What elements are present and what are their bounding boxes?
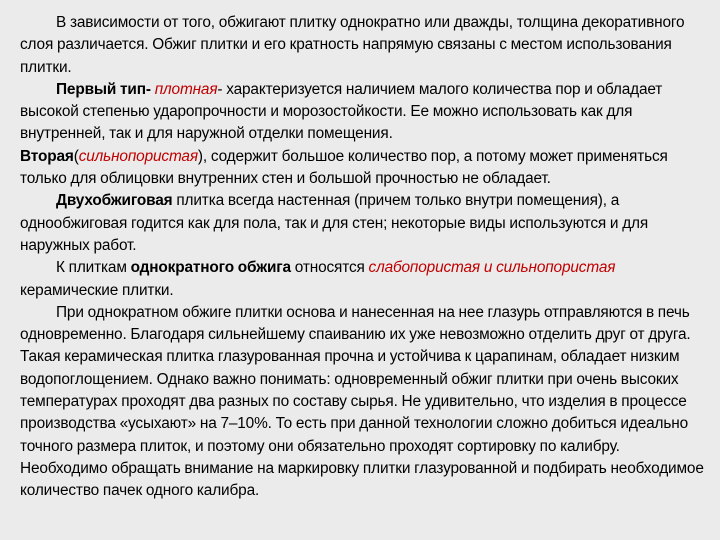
- text-body: [20, 12, 706, 503]
- single-firing-process-text: При однократном обжиге плитки основа и нанесенная на нее глазурь отправляются в печь одновременно. Благодаря сильнейшему спаиванию их уже невозможно отделить друг от друга. Такая керамическая плитка глазурованная прочна и устойчива к царапинам, обладает низким водопоглощением. Однако важно понимать: одновременный обжиг плитки при очень высоких температурах проходят два разных по составу сырья. Не удивительно, что изделия в процессе производства «усыхают» на 7–10%. То есть при данной технологии сложно добиться идеально точного размера плиток, и поэтому они обязательно проходят сортировку по калибру. Необходимо обращать внимание на маркировку плитки глазурованной и подбирать необходимое количество пачек одного калибра.: [20, 303, 704, 500]
- second-type-open-paren: (: [73, 147, 79, 165]
- single-fired-text: керамические плитки.: [20, 281, 174, 299]
- single-fired-lead: К плиткам: [56, 259, 131, 277]
- paragraph-single-fired: [20, 257, 706, 302]
- double-fired-term: Двухобжиговая: [56, 192, 173, 210]
- single-fired-accent: слабопористая и сильнопористая: [368, 259, 616, 277]
- paragraph-double-fired: [20, 190, 706, 257]
- single-fired-mid: относятся: [290, 259, 369, 277]
- first-type-text: - характеризуется наличием малого количества пор и обладает высокой степенью ударопрочности и морозостойкости. Ее можно использовать как для внутренней, так и для наружной отделки помещения.: [20, 80, 663, 143]
- double-fired-text: плитка всегда настенная (причем только внутри помещения), а однообжиговая годится как для пола, так и для стен; некоторые виды используются и для наружных работ.: [20, 192, 649, 254]
- intro-text: В зависимости от того, обжигают плитку однократно или дважды, толщина декоративного слоя различается. Обжиг плитки и его кратность напрямую связаны с местом использования плитки.: [20, 14, 685, 76]
- paragraph-first-type: [20, 79, 706, 146]
- paragraph-single-firing-process: [20, 302, 706, 503]
- paragraph-second-type: [20, 146, 706, 191]
- paragraph-firing-intro: [20, 12, 706, 79]
- second-type-accent: сильнопористая: [78, 147, 198, 165]
- first-type-dash: -: [145, 80, 155, 98]
- second-type-text: ), содержит большое количество пор, а потому может применяться только для облицовки внутренних стен и большой прочностью не обладает.: [20, 147, 668, 188]
- second-type-term: Вторая: [20, 147, 74, 165]
- single-fired-term: однократного обжига: [130, 259, 291, 277]
- first-type-term: Первый тип: [56, 80, 146, 98]
- first-type-accent: плотная: [154, 80, 218, 98]
